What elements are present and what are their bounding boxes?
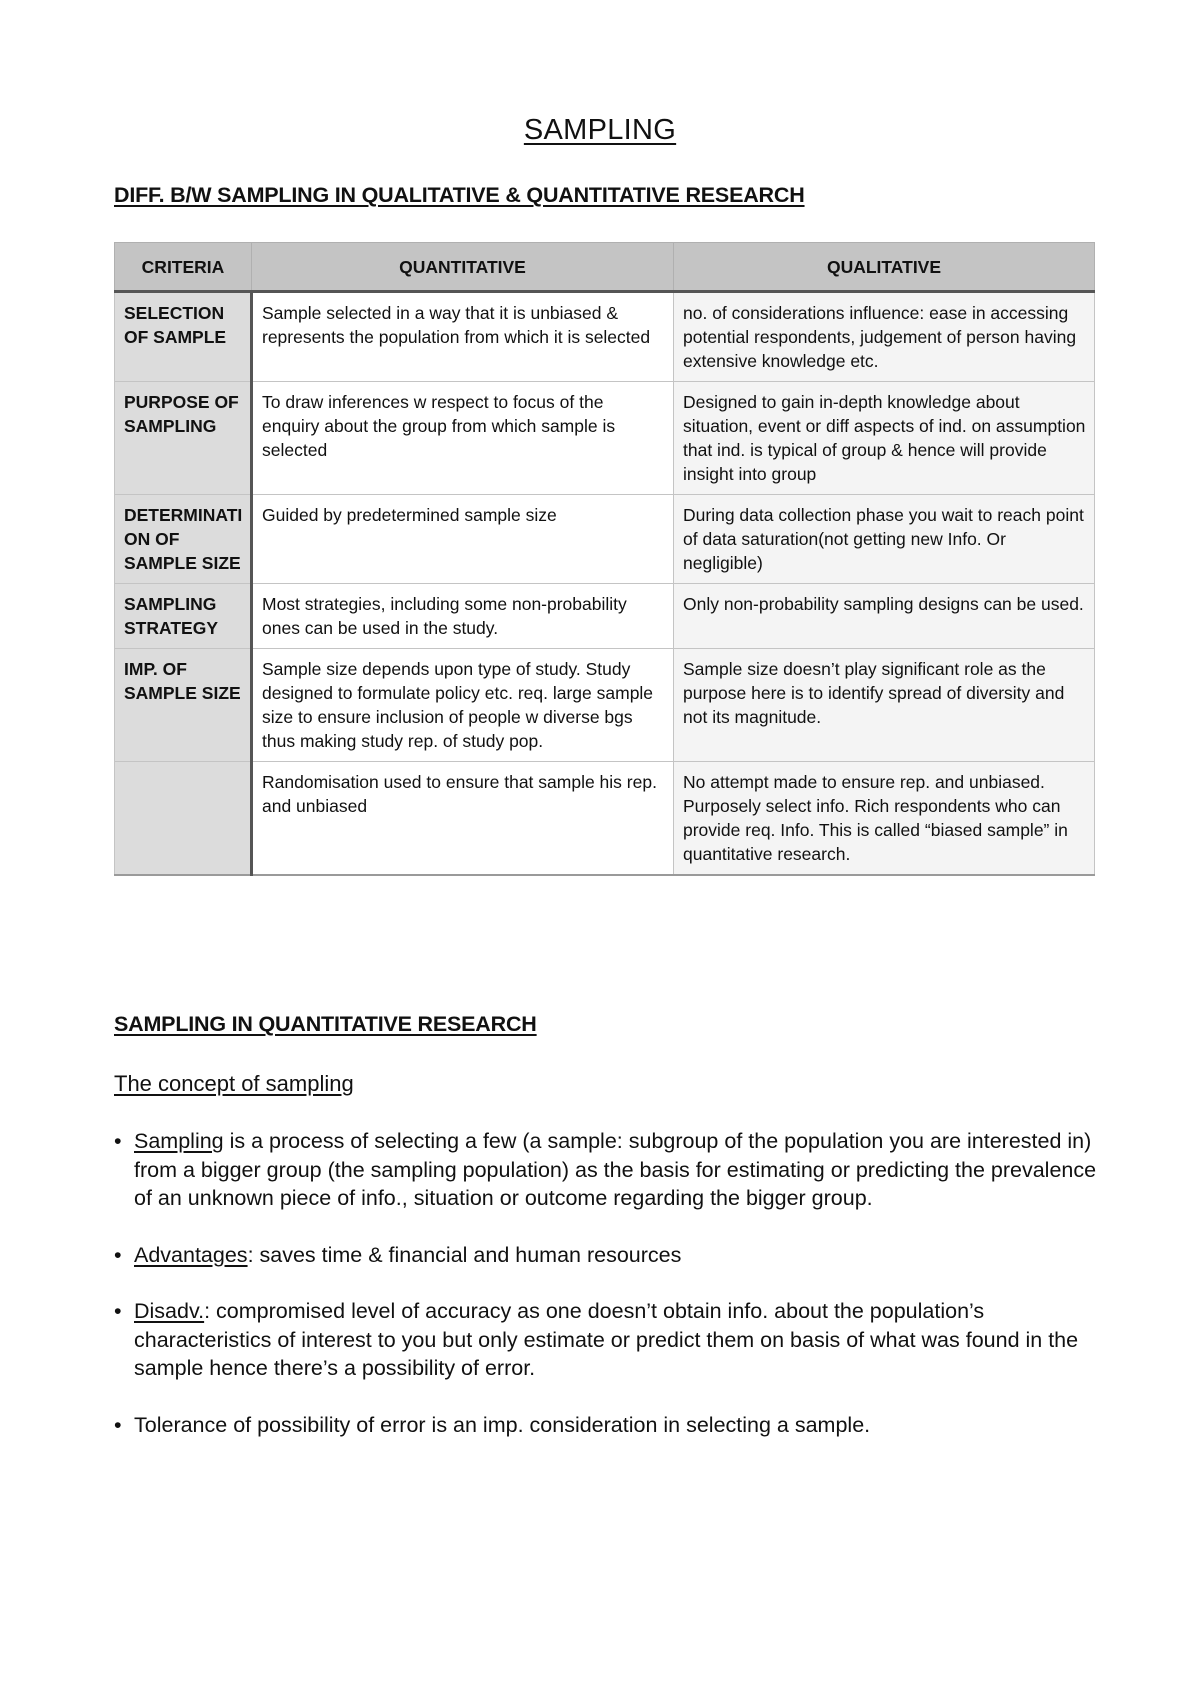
- concept-heading: The concept of sampling: [114, 1071, 354, 1096]
- quantitative-cell: To draw inferences w respect to focus of the enquiry about the group from which sample is selected: [252, 382, 674, 495]
- quantitative-cell: Most strategies, including some non-probability ones can be used in the study.: [252, 584, 674, 649]
- qualitative-cell: During data collection phase you wait to reach point of data saturation(not getting new Info. Or negligible): [674, 495, 1095, 584]
- header-criteria: CRITERIA: [115, 243, 252, 292]
- quantitative-cell: Guided by predetermined sample size: [252, 495, 674, 584]
- criteria-cell: IMP. OF SAMPLE SIZE: [115, 649, 252, 762]
- bullet-icon: •: [114, 1129, 122, 1153]
- table-row: [115, 382, 1095, 495]
- bullet-text: Tolerance of possibility of error is an imp. consideration in selecting a sample.: [134, 1412, 871, 1437]
- table-row: [115, 584, 1095, 649]
- list-item: [114, 1411, 1104, 1440]
- criteria-cell: SELECTION OF SAMPLE: [115, 292, 252, 382]
- quantitative-cell: Sample selected in a way that it is unbiased & represents the population from which it is selected: [252, 292, 674, 382]
- comparison-heading: DIFF. B/W SAMPLING IN QUALITATIVE & QUANTITATIVE RESEARCH: [114, 183, 805, 207]
- qualitative-cell: No attempt made to ensure rep. and unbiased. Purposely select info. Rich respondents who can provide req. Info. This is called “biased sample” in quantitative research.: [674, 762, 1095, 876]
- bullet-term: Disadv.: [134, 1299, 205, 1323]
- quantitative-cell: Sample size depends upon type of study. Study designed to formulate policy etc. req. large sample size to ensure inclusion of people w diverse bgs thus making study rep. of study pop.: [252, 649, 674, 762]
- list-item: [114, 1297, 1104, 1383]
- list-item: [114, 1127, 1104, 1213]
- qualitative-cell: Only non-probability sampling designs can be used.: [674, 584, 1095, 649]
- qualitative-cell: Sample size doesn’t play significant role as the purpose here is to identify spread of diversity and not its magnitude.: [674, 649, 1095, 762]
- table-row: [115, 649, 1095, 762]
- table-header-row: [115, 243, 1095, 292]
- bullet-text: : compromised level of accuracy as one doesn’t obtain info. about the population’s characteristics of interest to you but only estimate or predict them on basis of what was found in the sample hence there’s a possibility of error.: [134, 1299, 1079, 1380]
- bullet-term: Sampling: [134, 1129, 224, 1153]
- bullet-text: : saves time & financial and human resources: [247, 1242, 682, 1267]
- table-row: [115, 762, 1095, 876]
- bullet-term: Advantages: [134, 1242, 248, 1267]
- criteria-cell: PURPOSE OF SAMPLING: [115, 382, 252, 495]
- qualitative-cell: no. of considerations influence: ease in accessing potential respondents, judgement of person having extensive knowledge etc.: [674, 292, 1095, 382]
- comparison-table: [114, 242, 1095, 876]
- header-qualitative: QUALITATIVE: [674, 243, 1095, 292]
- bullet-icon: •: [114, 1412, 122, 1437]
- header-quantitative: QUANTITATIVE: [252, 243, 674, 292]
- criteria-cell: SAMPLING STRATEGY: [115, 584, 252, 649]
- qualitative-cell: Designed to gain in-depth knowledge about situation, event or diff aspects of ind. on assumption that ind. is typical of group & hence will provide insight into group: [674, 382, 1095, 495]
- page-title: SAMPLING: [523, 114, 677, 146]
- list-item: [114, 1241, 1104, 1270]
- quantitative-cell: Randomisation used to ensure that sample his rep. and unbiased: [252, 762, 674, 876]
- criteria-cell: [115, 762, 252, 876]
- bullet-list: [114, 1127, 1104, 1467]
- criteria-cell: DETERMINATION OF SAMPLE SIZE: [115, 495, 252, 584]
- section-heading: SAMPLING IN QUANTITATIVE RESEARCH: [114, 1012, 537, 1036]
- bullet-icon: •: [114, 1299, 122, 1323]
- bullet-icon: •: [114, 1242, 122, 1267]
- table-row: [115, 495, 1095, 584]
- bullet-text: is a process of selecting a few (a sample: subgroup of the population you are interested in) from a bigger group (the sampling population) as the basis for estimating or predicting the prevalence of an unknown piece of info., situation or outcome regarding the bigger group.: [134, 1129, 1097, 1210]
- table-row: [115, 292, 1095, 382]
